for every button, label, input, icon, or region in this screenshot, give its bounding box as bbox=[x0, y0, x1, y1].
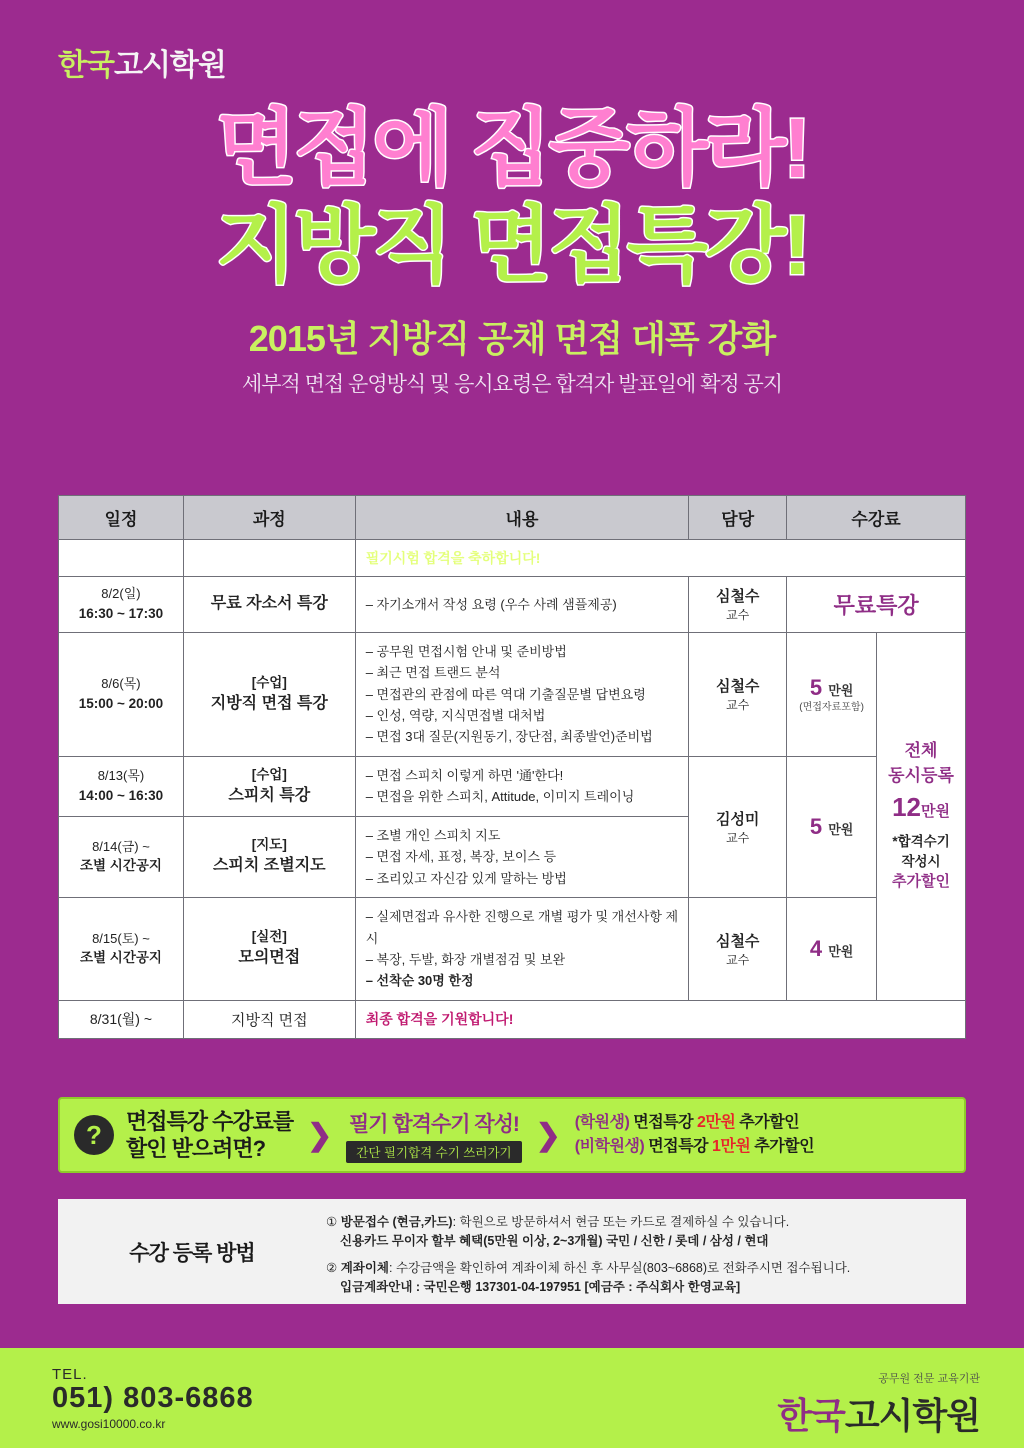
th-content: 내용 bbox=[355, 496, 689, 540]
row5-fee-number: 4 bbox=[809, 935, 823, 961]
footer-contact bbox=[52, 1366, 254, 1431]
th-course: 과정 bbox=[183, 496, 355, 540]
footer-tel-label: TEL. bbox=[52, 1366, 88, 1383]
reg-2-line2: 입금계좌안내 : 국민은행 137301-04-197951 [예금주 : 주식회사 한영교육] bbox=[340, 1280, 741, 1295]
hero-subtitle-1: 2015년 지방직 공채 면접 대폭 강화 bbox=[248, 318, 776, 360]
row2-detail-1: – 공무원 면접시험 안내 및 준비방법 bbox=[365, 643, 567, 659]
row4-detail bbox=[355, 816, 689, 897]
row5-date-line1: 8/15(토) ~ bbox=[92, 930, 150, 946]
footer-tel-number[interactable]: 051) 803-6868 bbox=[52, 1382, 254, 1414]
row4-detail-3: – 조리있고 자신감 있게 말하는 방법 bbox=[365, 870, 567, 886]
table-header-row bbox=[59, 496, 966, 540]
all-register-title1: 전체 bbox=[904, 741, 938, 761]
schedule-table-wrapper bbox=[58, 495, 966, 1039]
row1-date-line1: 8/2(일) bbox=[101, 586, 141, 601]
footer bbox=[0, 1348, 1024, 1448]
table-row bbox=[59, 756, 966, 816]
row2-course bbox=[183, 632, 355, 756]
footer-url[interactable]: www.gosi10000.co.kr bbox=[52, 1416, 166, 1431]
table-row bbox=[59, 898, 966, 1001]
row3-fee-unit: 만원 bbox=[828, 821, 854, 837]
row5-instructor-title: 교수 bbox=[726, 952, 750, 967]
reg-1-num: ① bbox=[326, 1215, 338, 1229]
row3-fee-number: 5 bbox=[809, 813, 823, 839]
row5-instructor bbox=[689, 898, 787, 1001]
row3-detail bbox=[355, 756, 689, 816]
hero-section bbox=[0, 100, 1024, 398]
registration-item-2 bbox=[326, 1259, 950, 1298]
row1-date bbox=[59, 577, 184, 633]
table-row bbox=[59, 577, 966, 633]
row2-detail-2: – 최근 면접 트랜드 분석 bbox=[365, 665, 501, 681]
registration-label: 수강 등록 방법 bbox=[129, 1241, 255, 1265]
row5-fee-unit: 만원 bbox=[828, 943, 854, 959]
row3-date-line1: 8/13(목) bbox=[97, 767, 145, 783]
th-instructor: 담당 bbox=[689, 496, 787, 540]
reg-2-num: ② bbox=[326, 1260, 338, 1275]
row2-detail-5: – 면접 3대 질문(지원동기, 장단점, 최종발언)준비법 bbox=[365, 729, 653, 745]
chevron-right-icon-2: ❯ bbox=[535, 1118, 561, 1152]
row3-instructor bbox=[689, 756, 787, 897]
question-mark-icon: ? bbox=[74, 1115, 114, 1155]
row1-course: 무료 자소서 특강 bbox=[183, 577, 355, 633]
all-register-title2: 동시등록 bbox=[888, 765, 954, 785]
row5-course bbox=[183, 898, 355, 1001]
registration-method-box bbox=[58, 1199, 966, 1304]
row3-fee bbox=[787, 756, 877, 897]
reg-2-rest: : 수강금액을 확인하여 계좌이체 하신 후 사무실(803~6868)로 전화주시면 접수됩니다. bbox=[389, 1260, 851, 1275]
row5-course-name: 모의면접 bbox=[238, 949, 301, 967]
row3-detail-2: – 면접을 위한 스피치, Attitude, 이미지 트레이닝 bbox=[365, 789, 635, 805]
row5-detail-1: – 실제면접과 유사한 진행으로 개별 평가 및 개선사항 제시 bbox=[365, 909, 679, 946]
schedule-table bbox=[58, 495, 966, 1039]
footer-brand-rest: 고시학원 bbox=[844, 1395, 980, 1436]
reg-1-bold: 방문접수 (현금,카드) bbox=[340, 1215, 453, 1229]
all-register-amount-wrap bbox=[887, 789, 955, 827]
row4-detail-1: – 조별 개인 스피치 지도 bbox=[365, 827, 501, 843]
header-logo-rest: 고시학원 bbox=[113, 49, 226, 82]
row6-course: 지방직 면접 bbox=[183, 1000, 355, 1038]
promo-right-line1 bbox=[575, 1111, 814, 1135]
hero-title-line2: 지방직 면접특강! bbox=[215, 197, 809, 292]
th-schedule: 일정 bbox=[59, 496, 184, 540]
all-register-amount: 12 bbox=[892, 791, 921, 822]
reg-1-line2: 신용카드 무이자 할부 혜택(5만원 이상, 2~3개월) 국민 / 신한 / 롯데 / 삼성 / 현대 bbox=[340, 1234, 769, 1249]
promo-left-line1: 면접특강 수강료를 bbox=[126, 1108, 294, 1134]
promo-middle[interactable] bbox=[346, 1108, 521, 1163]
discount-promo-banner[interactable] bbox=[58, 1097, 966, 1173]
promo-right-2c: 1만원 bbox=[711, 1138, 751, 1155]
row5-fee bbox=[787, 898, 877, 1001]
row2-course-name: 지방직 면접 특강 bbox=[210, 694, 328, 712]
promo-right bbox=[575, 1111, 814, 1159]
all-register-extra3: 추가할인 bbox=[892, 873, 950, 891]
row6-note: 최종 합격을 기원합니다! bbox=[355, 1000, 965, 1038]
header-logo-han: 한국 bbox=[58, 49, 114, 82]
row2-fee bbox=[787, 632, 877, 756]
row2-instructor bbox=[689, 632, 787, 756]
table-row bbox=[59, 1000, 966, 1038]
row3-detail-1: – 면접 스피치 이렇게 하면 '通'한다! bbox=[365, 767, 564, 783]
promo-right-line2 bbox=[575, 1135, 814, 1159]
footer-brand-han: 한국 bbox=[777, 1395, 845, 1436]
promo-right-1c: 2만원 bbox=[697, 1114, 736, 1131]
row2-fee-number: 5 bbox=[809, 674, 823, 700]
row5-date-line2: 조별 시간공지 bbox=[79, 950, 162, 966]
reg-2-bold: 계좌이체 bbox=[340, 1260, 390, 1275]
row5-course-tag: [실전] bbox=[251, 929, 287, 945]
table-row bbox=[59, 632, 966, 756]
write-review-button[interactable]: 간단 필기합격 수기 쓰러가기 bbox=[346, 1141, 521, 1163]
row4-date bbox=[59, 816, 184, 897]
row5-detail-2: – 복장, 두발, 화장 개별점검 및 보완 bbox=[365, 951, 566, 967]
row2-date-line2: 15:00 ~ 20:00 bbox=[78, 695, 164, 711]
row1-instructor bbox=[689, 577, 787, 633]
row5-detail bbox=[355, 898, 689, 1001]
chevron-right-icon-1: ❯ bbox=[307, 1118, 333, 1152]
row0-note: 필기시험 합격을 축하합니다! bbox=[355, 540, 965, 577]
row2-fee-note: (면접자료포함) bbox=[799, 701, 864, 713]
row2-detail bbox=[355, 632, 689, 756]
header-logo bbox=[58, 40, 226, 84]
registration-item-1 bbox=[326, 1213, 950, 1252]
row3-instructor-title: 교수 bbox=[726, 830, 750, 845]
row3-course-name: 스피치 특강 bbox=[228, 786, 311, 804]
promo-mid-title: 필기 합격수기 작성! bbox=[348, 1112, 519, 1136]
row3-instructor-name: 김성미 bbox=[715, 810, 760, 828]
hero-title-line1: 면접에 집중하라! bbox=[215, 101, 809, 195]
row0-date: 7/31(금) bbox=[59, 540, 184, 577]
table-row bbox=[59, 540, 966, 577]
row3-course-tag: [수업] bbox=[251, 766, 287, 782]
hero-subtitle-2: 세부적 면접 운영방식 및 응시요령은 합격자 발표일에 확정 공지 bbox=[241, 373, 783, 397]
promo-right-1d: 추가할인 bbox=[739, 1114, 800, 1131]
all-register-extra2: 작성시 bbox=[901, 853, 941, 869]
all-register-amount-unit: 만원 bbox=[920, 802, 950, 820]
promo-right-1b: 면접특강 bbox=[633, 1114, 694, 1131]
all-register-cell bbox=[877, 632, 966, 1000]
th-fee: 수강료 bbox=[787, 496, 966, 540]
row1-instructor-title: 교수 bbox=[726, 608, 750, 623]
row4-date-line1: 8/14(금) ~ bbox=[92, 838, 150, 854]
promo-right-1a: (학원생) bbox=[574, 1114, 630, 1131]
row3-date bbox=[59, 756, 184, 816]
row1-instructor-name: 심철수 bbox=[715, 588, 760, 606]
row3-date-line2: 14:00 ~ 16:30 bbox=[78, 787, 164, 803]
footer-brand-name bbox=[777, 1388, 980, 1439]
row1-date-line2: 16:30 ~ 17:30 bbox=[78, 605, 164, 621]
row4-date-line2: 조별 시간공지 bbox=[79, 858, 162, 874]
row4-course bbox=[183, 816, 355, 897]
row2-instructor-name: 심철수 bbox=[715, 678, 760, 696]
footer-brand-tagline: 공무원 전문 교육기관 bbox=[878, 1373, 980, 1385]
row4-course-tag: [지도] bbox=[251, 837, 287, 853]
row5-instructor-name: 심철수 bbox=[715, 932, 760, 950]
row2-course-tag: [수업] bbox=[251, 674, 287, 690]
promo-left-text bbox=[126, 1108, 293, 1163]
row1-detail: – 자기소개서 작성 요령 (우수 사례 샘플제공) bbox=[355, 577, 689, 633]
row6-date: 8/31(월) ~ bbox=[59, 1000, 184, 1038]
row2-date bbox=[59, 632, 184, 756]
footer-brand bbox=[777, 1370, 980, 1439]
all-register-extra1: *합격수기 bbox=[892, 834, 950, 850]
row2-instructor-title: 교수 bbox=[726, 698, 750, 713]
reg-1-rest: : 학원으로 방문하셔서 현금 또는 카드로 결제하실 수 있습니다. bbox=[452, 1215, 790, 1229]
promo-left-line2: 할인 받으려면? bbox=[126, 1136, 266, 1161]
promo-right-2b: 면접특강 bbox=[648, 1138, 709, 1155]
row4-course-name: 스피치 조별지도 bbox=[212, 857, 326, 875]
promo-right-2d: 추가할인 bbox=[754, 1138, 815, 1155]
row2-date-line1: 8/6(목) bbox=[101, 675, 141, 691]
row2-detail-4: – 인성, 역량, 지식면접별 대처법 bbox=[365, 708, 546, 723]
row1-fee: 무료특강 bbox=[787, 577, 966, 633]
registration-body bbox=[326, 1199, 966, 1304]
row0-course: 지방직 필기 합격자 발표 bbox=[183, 540, 355, 577]
row3-course bbox=[183, 756, 355, 816]
row4-detail-2: – 면접 자세, 표정, 복장, 보이스 등 bbox=[365, 849, 557, 865]
row2-fee-unit: 만원 bbox=[828, 682, 854, 698]
row5-detail-3: – 선착순 30명 한정 bbox=[365, 973, 474, 989]
row5-date bbox=[59, 898, 184, 1001]
promo-right-2a: (비학원생) bbox=[574, 1138, 645, 1155]
row2-detail-3: – 면접관의 관점에 따른 역대 기출질문별 답변요령 bbox=[365, 686, 646, 702]
